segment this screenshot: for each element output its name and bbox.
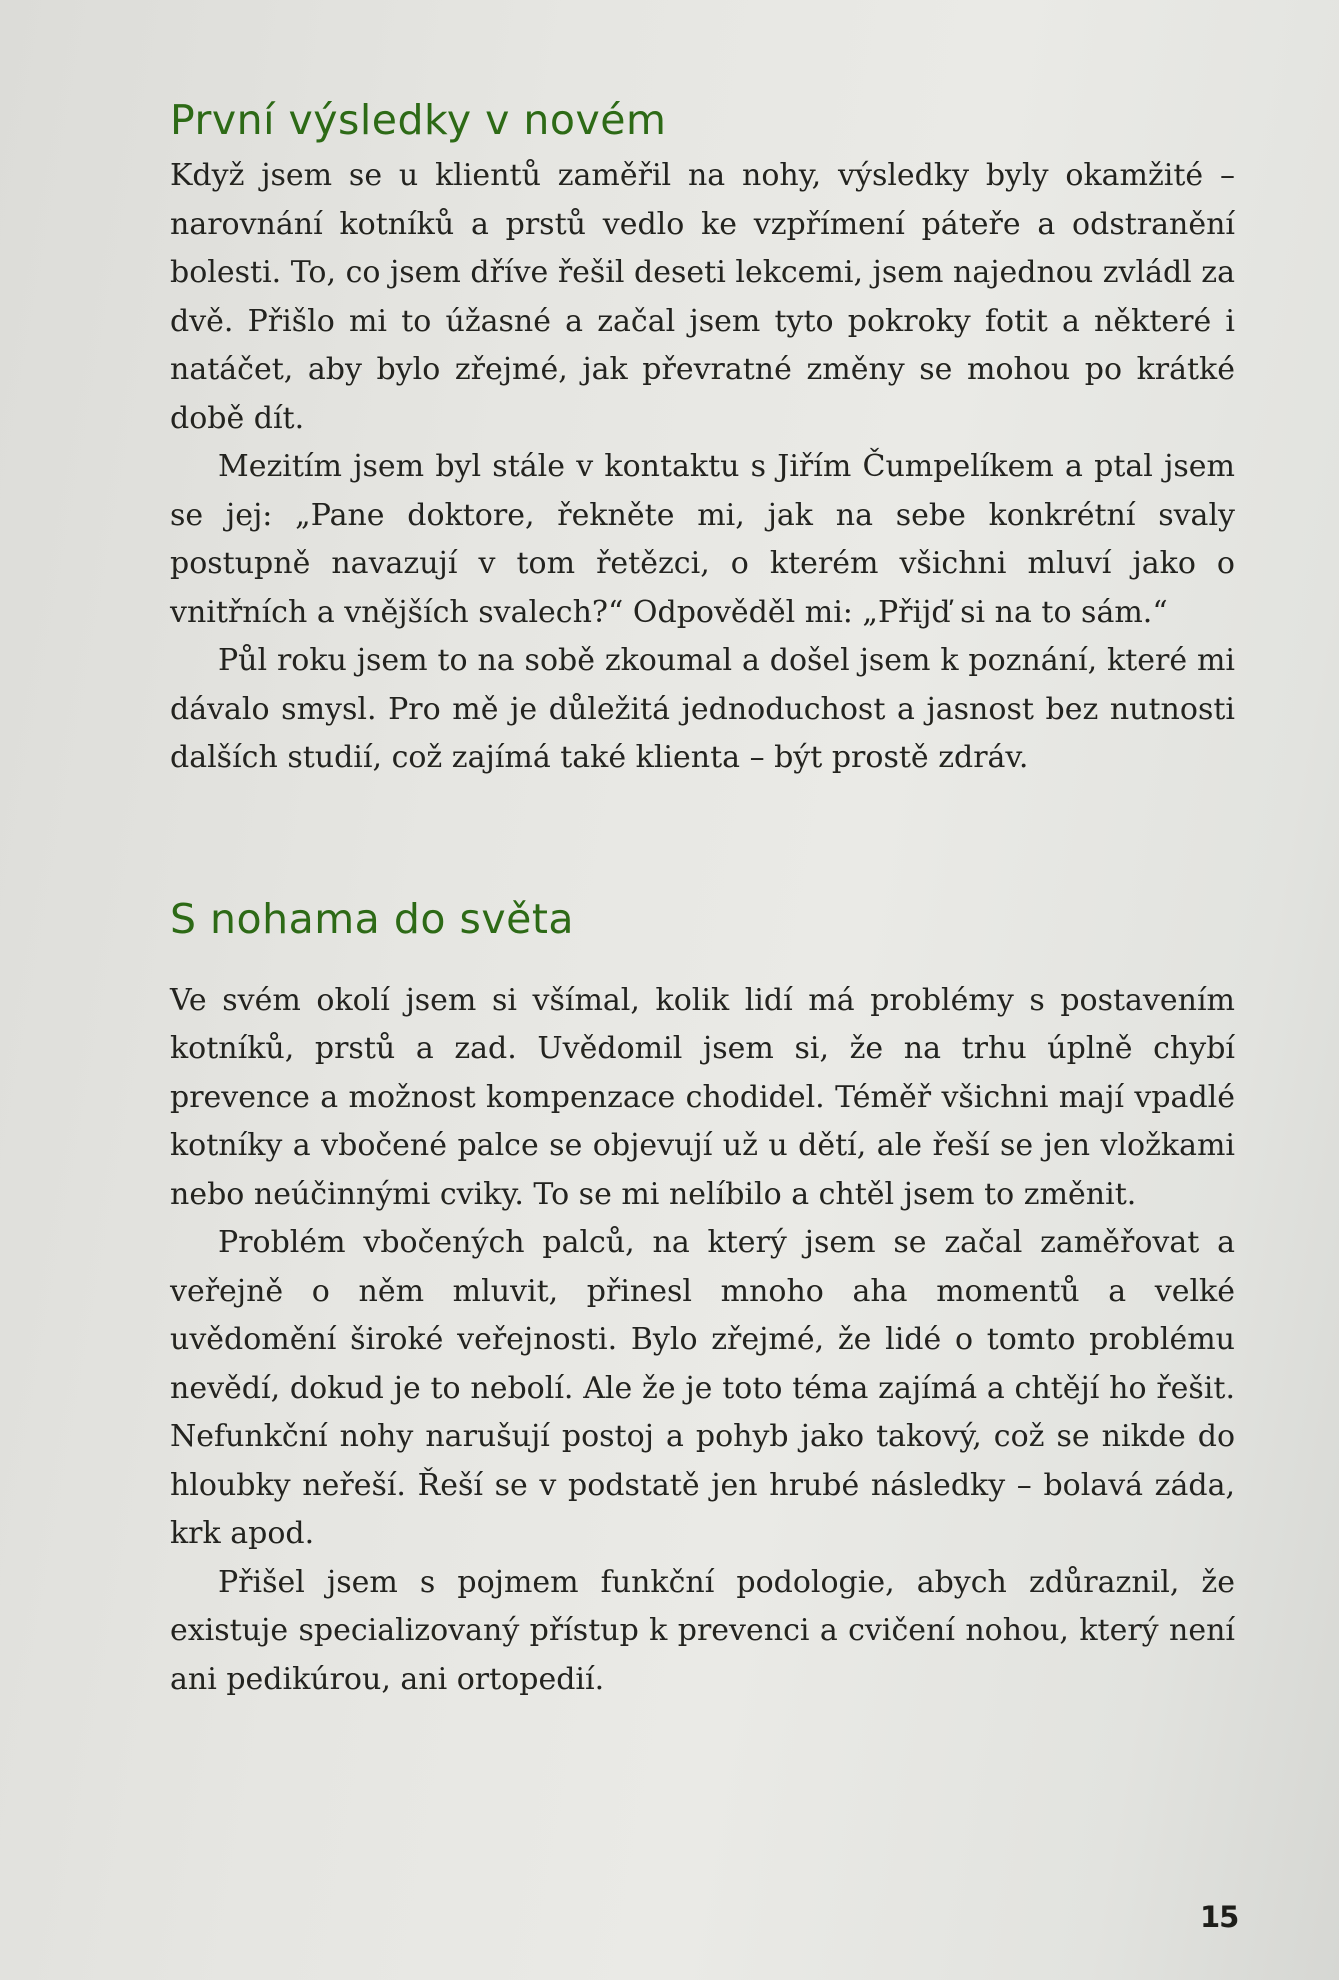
paragraph: Ve svém okolí jsem si všímal, kolik lidí má problémy s postavením kotníků, prstů a zad. Uvědomil jsem si, že na trhu úplně chybí prevence a možnost kompenzace chodidel. Téměř všichni mají vpadlé kotníky a vbočené palce se objevují už u dětí, ale řeší se jen vložkami nebo neúčinnými cviky. To se mi nelíbilo a chtěl jsem to změnit. [170,982,1235,1212]
section-heading: S nohama do světa [170,894,575,943]
paragraph: Problém vbočených palců, na který jsem se začal zaměřovat a veřejně o něm mluvit, přinesl mnoho aha momentů a velké uvědomění široké veřejnosti. Bylo zřejmé, že lidé o tomto problému nevědí, dokud je to nebolí. Ale že je toto téma zajímá a chtějí ho řešit. Nefunkční nohy narušují postoj a pohyb jako takový, což se nikde do hloubky neřeší. Řeší se v podstatě jen hrubé následky – bolavá záda, krk apod. [170,1225,1235,1551]
section-heading: První výsledky v novém [170,96,667,144]
paragraph: Když jsem se u klientů zaměřil na nohy, výsledky byly okamžité – narovnání kotníků a prstů vedlo ke vzpřímení páteře a odstranění bolesti. To, co jsem dříve řešil deseti lekcemi, jsem najednou zvládl za dvě. Přišlo mi to úžasné a začal jsem tyto pokroky fotit a některé i natáčet, aby bylo zřejmé, jak převratné změny se mohou po krátké době dít. [170,158,1235,436]
page-number: 15 [1200,1900,1239,1934]
page-content [170,88,1235,1704]
section-first-results [170,88,1235,783]
section-feet-to-world [170,887,1235,1705]
paragraph: Přišel jsem s pojmem funkční podologie, abych zdůraznil, že existuje specializovaný přístup k prevenci a cvičení nohou, který není ani pedikúrou, ani ortopedií. [170,1564,1235,1697]
paragraph: Půl roku jsem to na sobě zkoumal a došel jsem k poznání, které mi dávalo smysl. Pro mě je důležitá jednoduchost a jasnost bez nutnosti dalších studií, což zajímá také klienta – být prostě zdráv. [170,643,1235,775]
paragraph: Mezitím jsem byl stále v kontaktu s Jiřím Čumpelíkem a ptal jsem se jej: „Pane doktore, řekněte mi, jak na sebe konkrétní svaly postupně navazují v tom řetězci, o kterém všichni mluví jako o vnitřních a vnějších svalech?“ Odpověděl mi: „Přijď si na to sám.“ [170,449,1235,630]
